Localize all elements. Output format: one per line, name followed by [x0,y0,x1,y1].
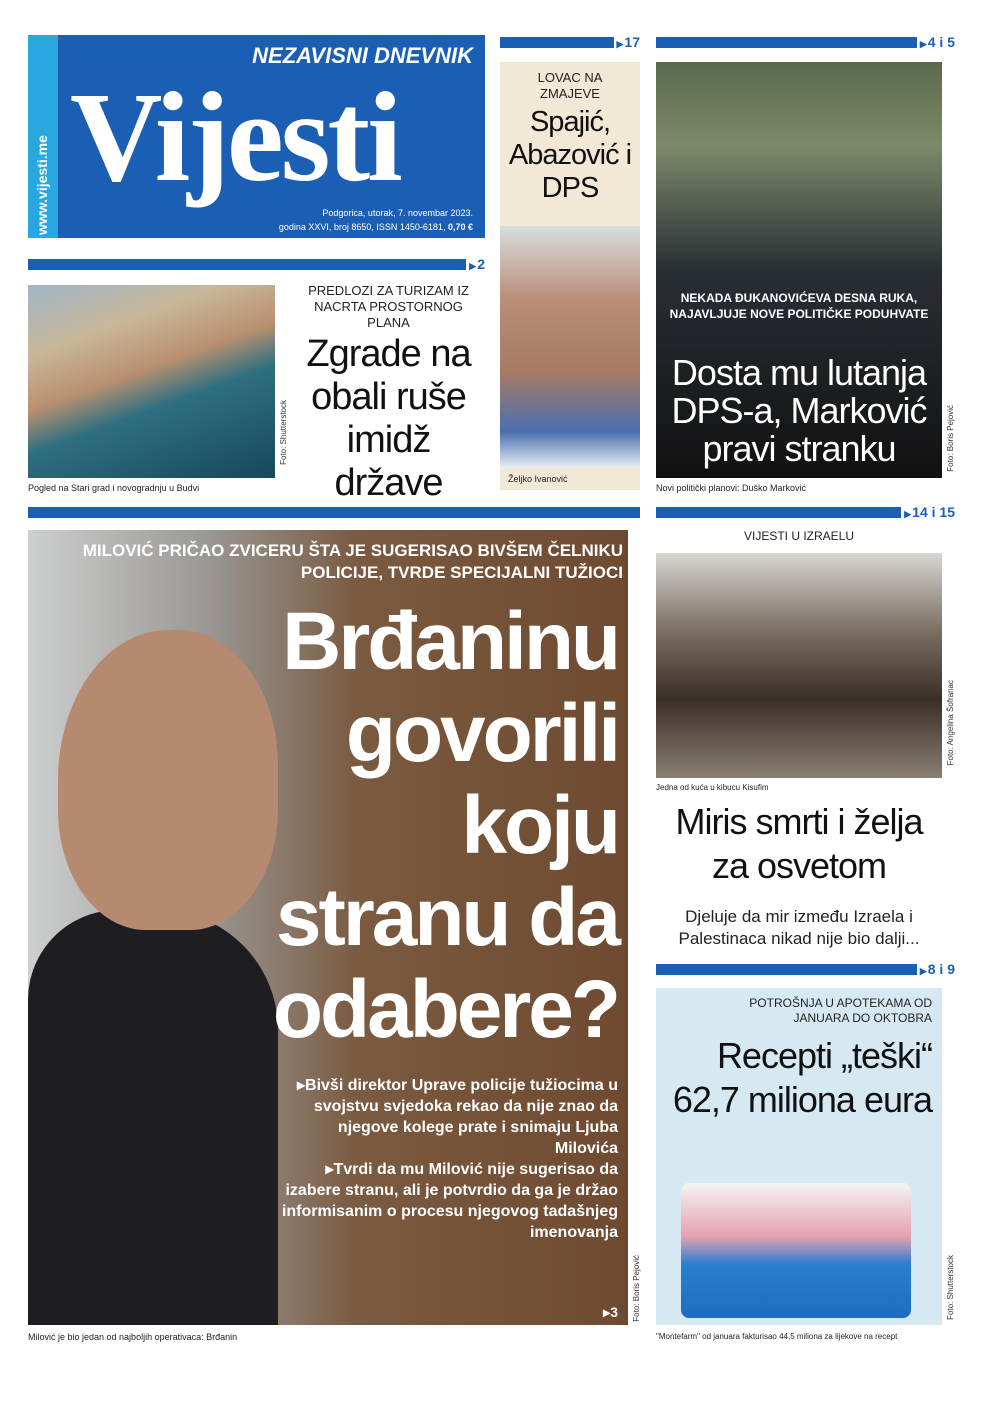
page-ref[interactable]: ▶ 8 i 9 [917,960,955,980]
photo-credit: Foto: Angelina Šofranac [946,680,955,766]
photo-credit: Foto: Shutterstock [279,400,288,465]
medicine-basket [681,1183,911,1318]
photo-caption: Novi politički planovi: Duško Marković [656,483,807,493]
kicker: LOVAC NA ZMAJEVE [537,70,603,101]
story-turizam[interactable] [292,283,485,505]
dateline: Podgorica, utorak, 7. novembar 2023. [322,208,473,218]
main-story[interactable] [28,530,628,1325]
photo-caption: Pogled na Stari grad i novogradnju u Budvi [28,483,200,493]
masthead[interactable] [28,35,485,238]
budva-photo[interactable] [28,285,275,478]
photo-caption: Milović je bio jedan od najboljih operativaca: Brđanin [28,1332,238,1342]
website-url: www.vijesti.me [34,135,50,235]
bullet-2: ▸Tvrdi da mu Milović nije sugerisao da izabere stranu, ali je potvrdio da ga je držao informisanim o procesu njegovog tadašnjeg imenovanja [281,1161,618,1241]
headline: Dosta mu lutanja DPS-a, Marković pravi stranku [671,352,927,469]
headline: Miris smrti i želja za osvetom [675,801,923,886]
kicker: VIJESTI U IZRAELU [743,529,855,543]
photo-credit: Foto: Shutterstock [946,1255,955,1320]
headline: Spajić, Abazović i DPS [508,106,632,204]
issue: godina XXVI, broj 8650, ISSN 1450-6181, [278,222,446,232]
dek: Djeluje da mir između Izraela i Palestinaca nikad nije bio dalji... [678,907,920,948]
story-izrael[interactable] [656,528,942,948]
bullet-1: ▸Bivši direktor Uprave policije tužiocima u svojstvu svjedoka rekao da nije znao da njegove kolege prate i snimaju Ljuba Milovića [296,1077,618,1157]
page-ref[interactable]: ▶ 14 i 15 [901,503,955,523]
markovic-story[interactable] [656,62,942,478]
kicker: POTROŠNJA U APOTEKAMA OD JANUARA DO OKTOBRA [749,996,932,1025]
price: 0,70 € [447,222,473,232]
kicker: MILOVIĆ PRIČAO ZVICERU ŠTA JE SUGERISAO BIVŠEM ČELNIKU POLICIJE, TVRDE SPECIJALNI TUŽIOCI [82,541,623,582]
page-ref[interactable]: ▸3 [603,1304,618,1320]
photo-credit: Foto: Boris Pejović [946,405,955,472]
section-bar-recepti [656,961,955,977]
story-recepti[interactable] [656,988,942,1325]
photo-caption: Željko Ivanović [508,474,568,484]
page-ref[interactable]: ▶ 2 [466,255,485,275]
kibbutz-photo [656,553,942,778]
section-bar-markovic [656,34,955,50]
photo-credit: Foto: Boris Pejović [632,1255,641,1322]
issue-info [279,221,473,233]
ivanovic-photo [500,226,640,468]
page-ref[interactable]: ▶ 17 [614,33,641,53]
section-bar-izrael [656,504,955,520]
section-bar-spajic [500,34,640,50]
section-bar-turizam [28,256,485,272]
kicker: NEKADA ĐUKANOVIĆEVA DESNA RUKA, NAJAVLJUJE NOVE POLITIČKE PODUHVATE [669,291,929,321]
url-strip [28,35,58,238]
headline: Brđaninu govorili koju stranu da odabere? [272,596,618,1055]
headline: Zgrade na obali ruše imidž države [306,333,471,504]
photo-caption: "Montefarm" od januara fakturisao 44,5 miliona za lijekove na recept [656,1332,898,1341]
kicker: PREDLOZI ZA TURIZAM IZ NACRTA PROSTORNOG PLANA [308,283,469,330]
page-ref[interactable]: ▶ 4 i 5 [917,33,955,53]
bullets [278,1075,618,1243]
story-spajic[interactable] [500,62,640,490]
headline: Recepti „teški“ 62,7 miliona eura [672,1035,932,1120]
photo-caption: Jedna od kuća u kibucu Kisufim [656,783,769,792]
tagline: NEZAVISNI DNEVNIK [252,43,473,68]
section-bar-main [28,507,640,518]
masthead-logo: Vijesti [70,66,400,208]
